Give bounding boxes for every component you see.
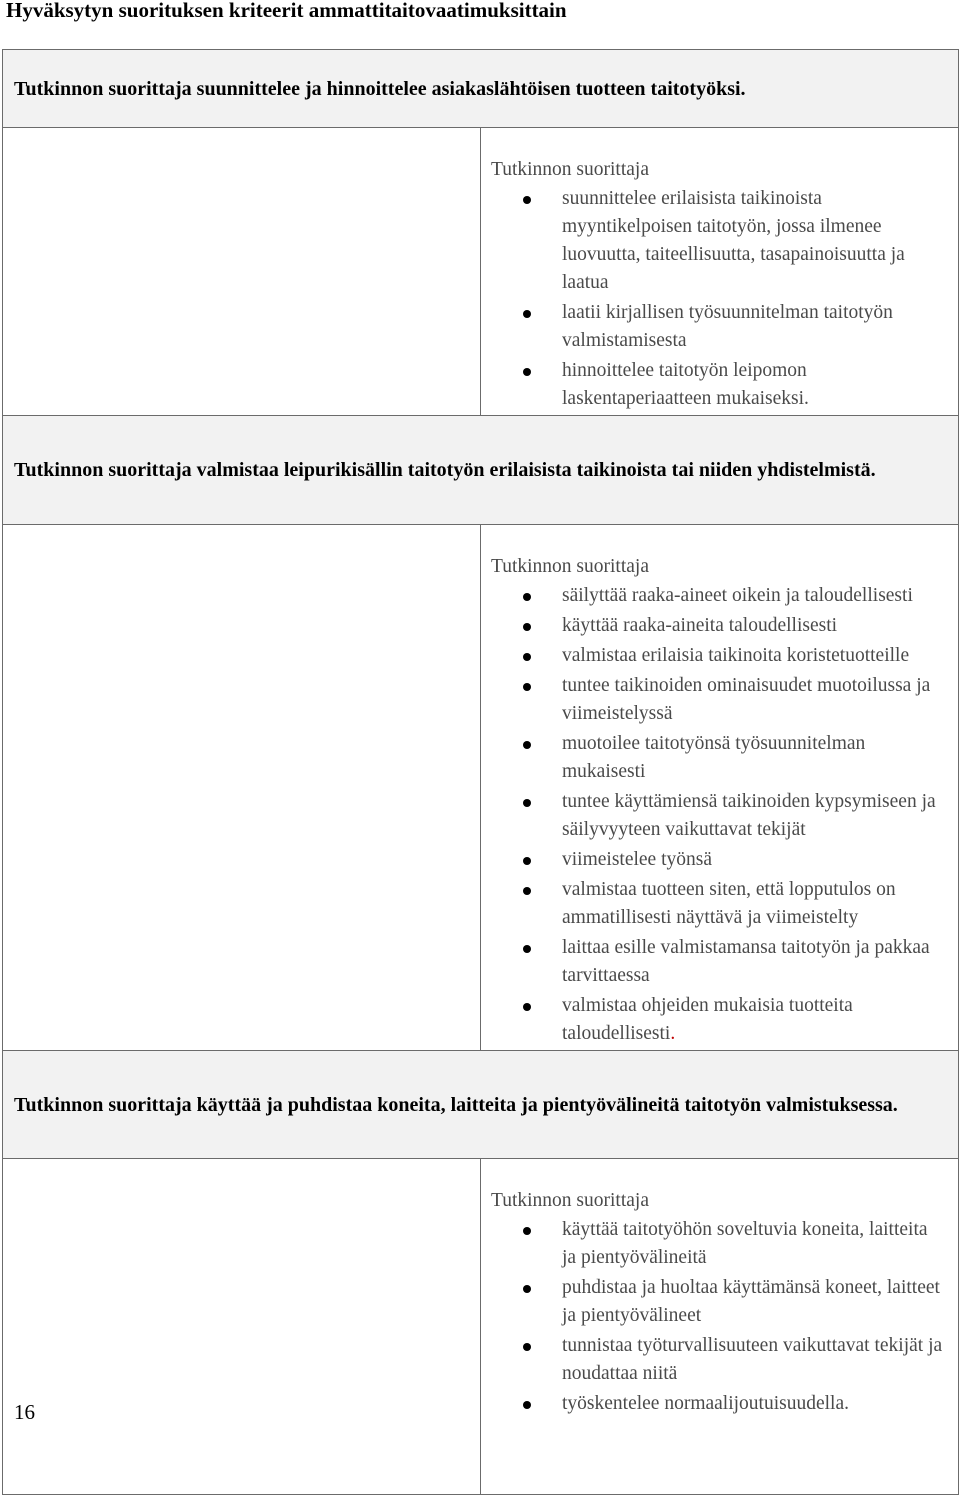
section-3-body-row [3, 1159, 959, 1495]
page-title: Hyväksytyn suorituksen kriteerit ammattitaitovaatimuksittain [6, 0, 567, 22]
list-item [491, 730, 946, 786]
section-3-empty-cell [3, 1159, 481, 1495]
bullet-icon [523, 1285, 531, 1293]
list-item [491, 876, 946, 932]
bullet-icon [523, 1401, 531, 1409]
section-2-list [491, 582, 946, 1048]
section-2-heading: Tutkinnon suorittaja valmistaa leipurikisällin taitotyön erilaisista taikinoista tai niiden yhdistelmistä. [3, 416, 959, 525]
section-1-intro: Tutkinnon suorittaja [491, 159, 649, 180]
bullet-icon [523, 857, 531, 865]
final-period: . [670, 1023, 676, 1044]
section-1-list [491, 185, 946, 413]
list-item-text: käyttää raaka-aineita taloudellisesti [562, 615, 838, 636]
list-item [491, 1216, 946, 1272]
list-item [491, 934, 946, 990]
list-item-text: laittaa esille valmistamansa taitotyön ja pakkaa tarvittaessa [562, 937, 930, 986]
list-item-text: suunnittelee erilaisista taikinoista myyntikelpoisen taitotyön, jossa ilmenee luovuutta, taiteellisuutta, tasapainoisuutta ja laatua [562, 188, 905, 293]
bullet-icon [523, 368, 531, 376]
list-item-text: laatii kirjallisen työsuunnitelman taitotyön valmistamisesta [562, 302, 893, 351]
section-3-heading-row [3, 1051, 959, 1159]
section-2-criteria [481, 525, 959, 1051]
list-item-text: työskentelee normaalijoutuisuudella. [562, 1393, 850, 1414]
page-number: 16 [14, 1400, 35, 1424]
section-3-criteria [481, 1159, 959, 1495]
bullet-icon [523, 799, 531, 807]
list-item [491, 1390, 946, 1418]
list-item [491, 672, 946, 728]
bullet-icon [523, 593, 531, 601]
list-item-text: hinnoittelee taitotyön leipomon laskentaperiaatteen mukaiseksi. [562, 360, 809, 409]
bullet-icon [523, 1003, 531, 1011]
list-item [491, 992, 946, 1048]
bullet-icon [523, 196, 531, 204]
bullet-icon [523, 1343, 531, 1351]
list-item-text: muotoilee taitotyönsä työsuunnitelman mukaisesti [562, 733, 866, 782]
list-item-text: tuntee käyttämiensä taikinoiden kypsymiseen ja säilyvyyteen vaikuttavat tekijät [562, 791, 936, 840]
bullet-icon [523, 683, 531, 691]
section-3-intro: Tutkinnon suorittaja [491, 1190, 649, 1211]
list-item [491, 1332, 946, 1388]
list-item-text: valmistaa tuotteen siten, että lopputulos on ammatillisesti näyttävä ja viimeistelty [562, 879, 896, 928]
bullet-icon [523, 310, 531, 318]
section-3-heading: Tutkinnon suorittaja käyttää ja puhdistaa koneita, laitteita ja pientyövälineitä taitotyön valmistuksessa. [3, 1051, 959, 1159]
section-1-criteria [481, 128, 959, 416]
list-item-text: valmistaa ohjeiden mukaisia tuotteita taloudellisesti [562, 995, 853, 1044]
list-item [491, 612, 946, 640]
bullet-icon [523, 741, 531, 749]
list-item [491, 357, 946, 413]
section-1-heading-row [3, 50, 959, 128]
section-3-list [491, 1216, 946, 1418]
section-1-body-row [3, 128, 959, 416]
bullet-icon [523, 887, 531, 895]
list-item [491, 846, 946, 874]
bullet-icon [523, 945, 531, 953]
bullet-icon [523, 653, 531, 661]
list-item-text: tuntee taikinoiden ominaisuudet muotoilussa ja viimeistelyssä [562, 675, 931, 724]
list-item [491, 299, 946, 355]
list-item-text: viimeistelee työnsä [562, 849, 713, 870]
list-item-text: tunnistaa työturvallisuuteen vaikuttavat tekijät ja noudattaa niitä [562, 1335, 943, 1384]
criteria-table [2, 49, 959, 1495]
list-item-text: käyttää taitotyöhön soveltuvia koneita, laitteita ja pientyövälineitä [562, 1219, 928, 1268]
section-2-empty-cell [3, 525, 481, 1051]
section-2-heading-row [3, 416, 959, 525]
list-item-text: säilyttää raaka-aineet oikein ja taloudellisesti [562, 585, 913, 606]
bullet-icon [523, 1227, 531, 1235]
list-item [491, 185, 946, 297]
section-2-body-row [3, 525, 959, 1051]
list-item [491, 582, 946, 610]
list-item-text: puhdistaa ja huoltaa käyttämänsä koneet, laitteet ja pientyövälineet [562, 1277, 940, 1326]
list-item-text: valmistaa erilaisia taikinoita koristetuotteille [562, 645, 910, 666]
bullet-icon [523, 623, 531, 631]
list-item [491, 642, 946, 670]
section-1-empty-cell [3, 128, 481, 416]
section-1-heading: Tutkinnon suorittaja suunnittelee ja hinnoittelee asiakaslähtöisen tuotteen taitotyöksi. [3, 50, 959, 128]
list-item [491, 1274, 946, 1330]
section-2-intro: Tutkinnon suorittaja [491, 556, 649, 577]
list-item [491, 788, 946, 844]
